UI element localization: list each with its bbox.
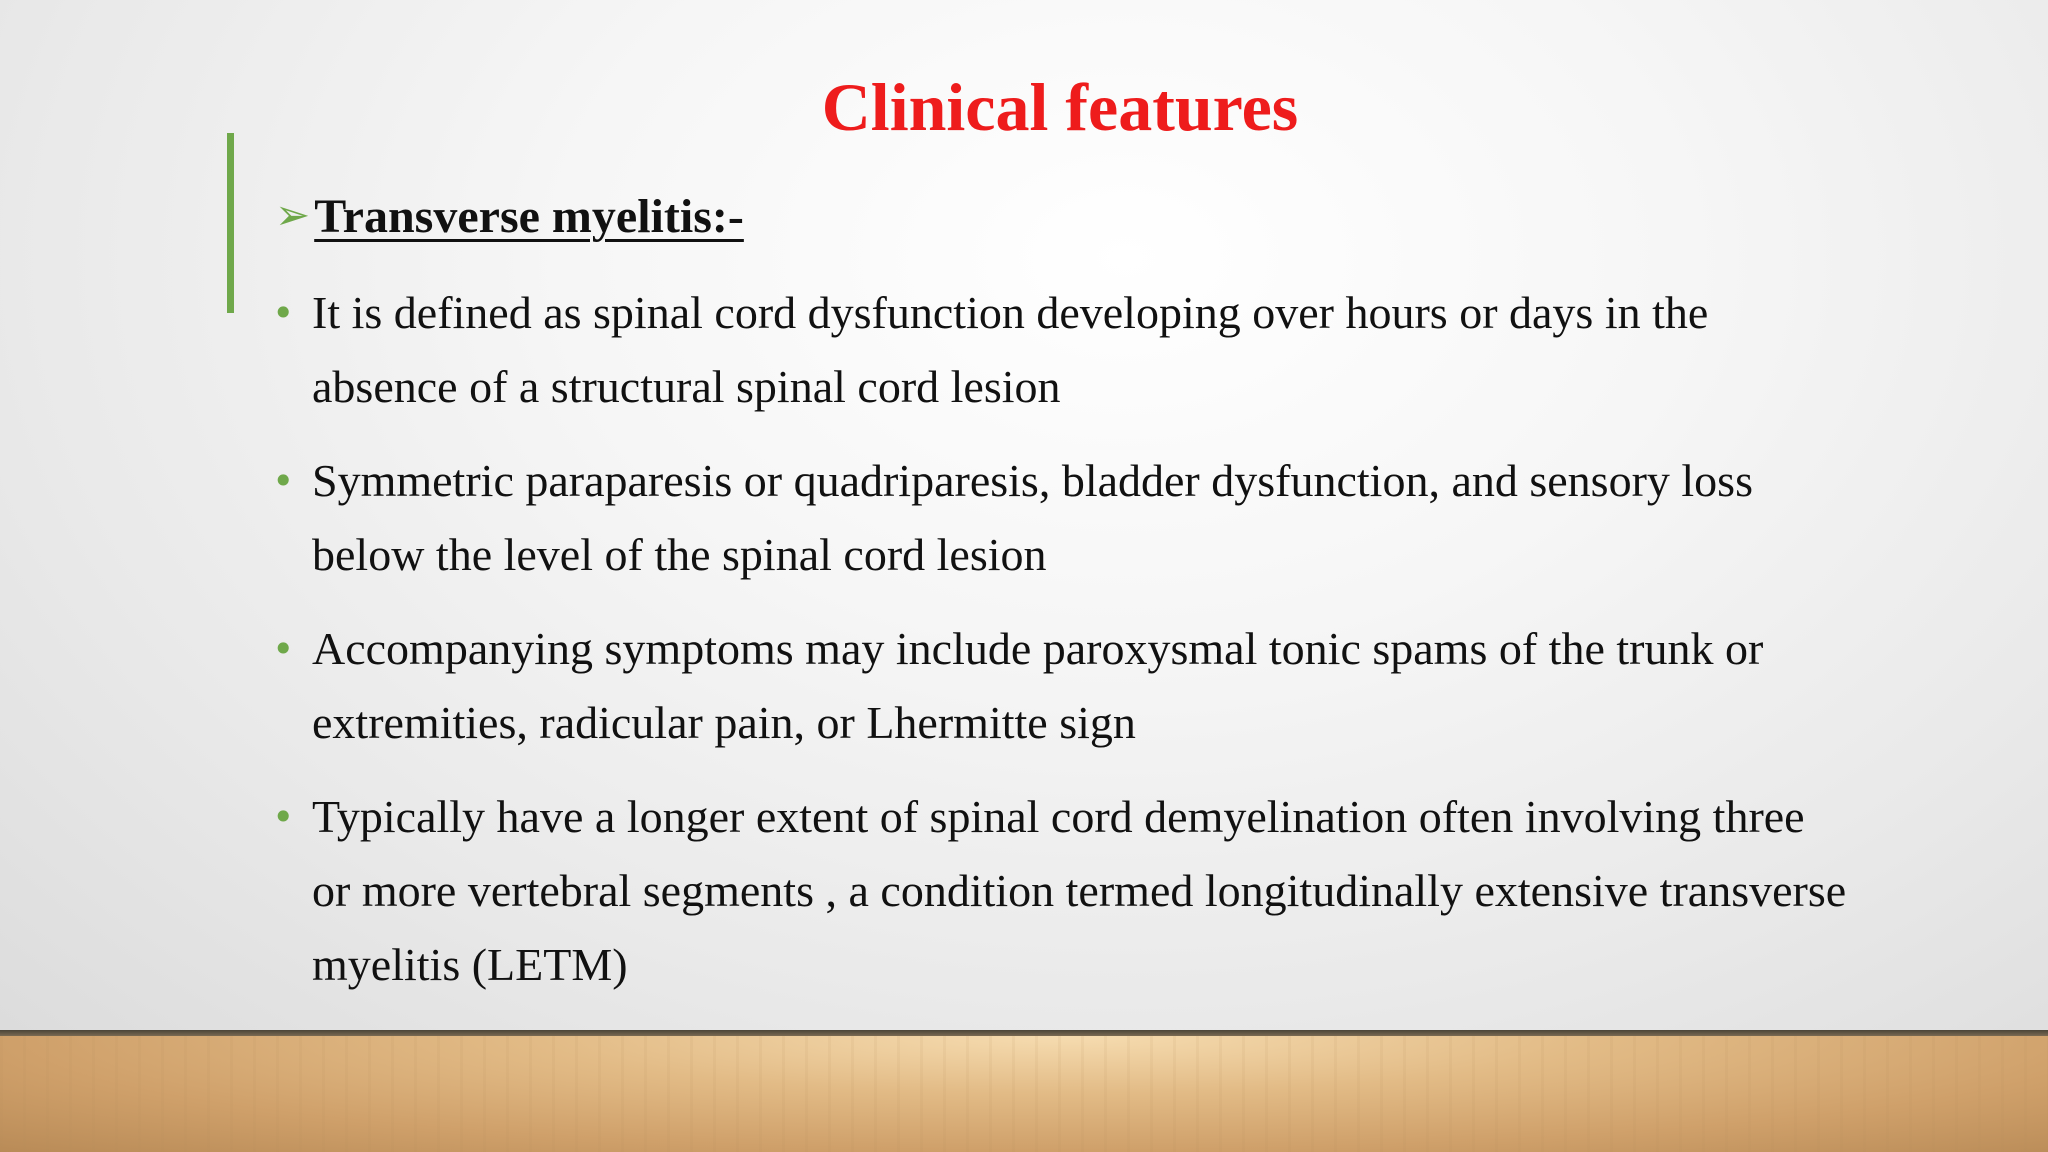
subheading (275, 186, 744, 249)
bullet-dot-icon: • (272, 459, 295, 503)
bullet-text: Typically have a longer extent of spinal cord demyelination often involving three or more vertebral segments , a condition termed longitudinally extensive transverse myelitis (LETM) (312, 791, 1847, 990)
list-item (272, 612, 1852, 760)
bullet-list (272, 276, 1852, 1022)
bullet-dot-icon: • (272, 291, 295, 335)
list-item (272, 276, 1852, 424)
accent-bar (227, 133, 234, 313)
arrow-bullet-icon: ➢ (275, 190, 311, 239)
bullet-dot-icon: • (272, 795, 295, 839)
list-item (272, 780, 1852, 1002)
subheading-text: Transverse myelitis:- (314, 190, 744, 243)
list-item (272, 444, 1852, 592)
bullet-text: It is defined as spinal cord dysfunction developing over hours or days in the absence of a structural spinal cord lesion (312, 287, 1709, 412)
wood-floor-background (0, 1036, 2048, 1152)
slide-title: Clinical features (821, 69, 1299, 145)
bullet-text: Accompanying symptoms may include paroxysmal tonic spams of the trunk or extremities, radicular pain, or Lhermitte sign (312, 623, 1764, 748)
bullet-dot-icon: • (272, 627, 295, 671)
bullet-text: Symmetric paraparesis or quadriparesis, bladder dysfunction, and sensory loss below the level of the spinal cord lesion (312, 455, 1753, 580)
